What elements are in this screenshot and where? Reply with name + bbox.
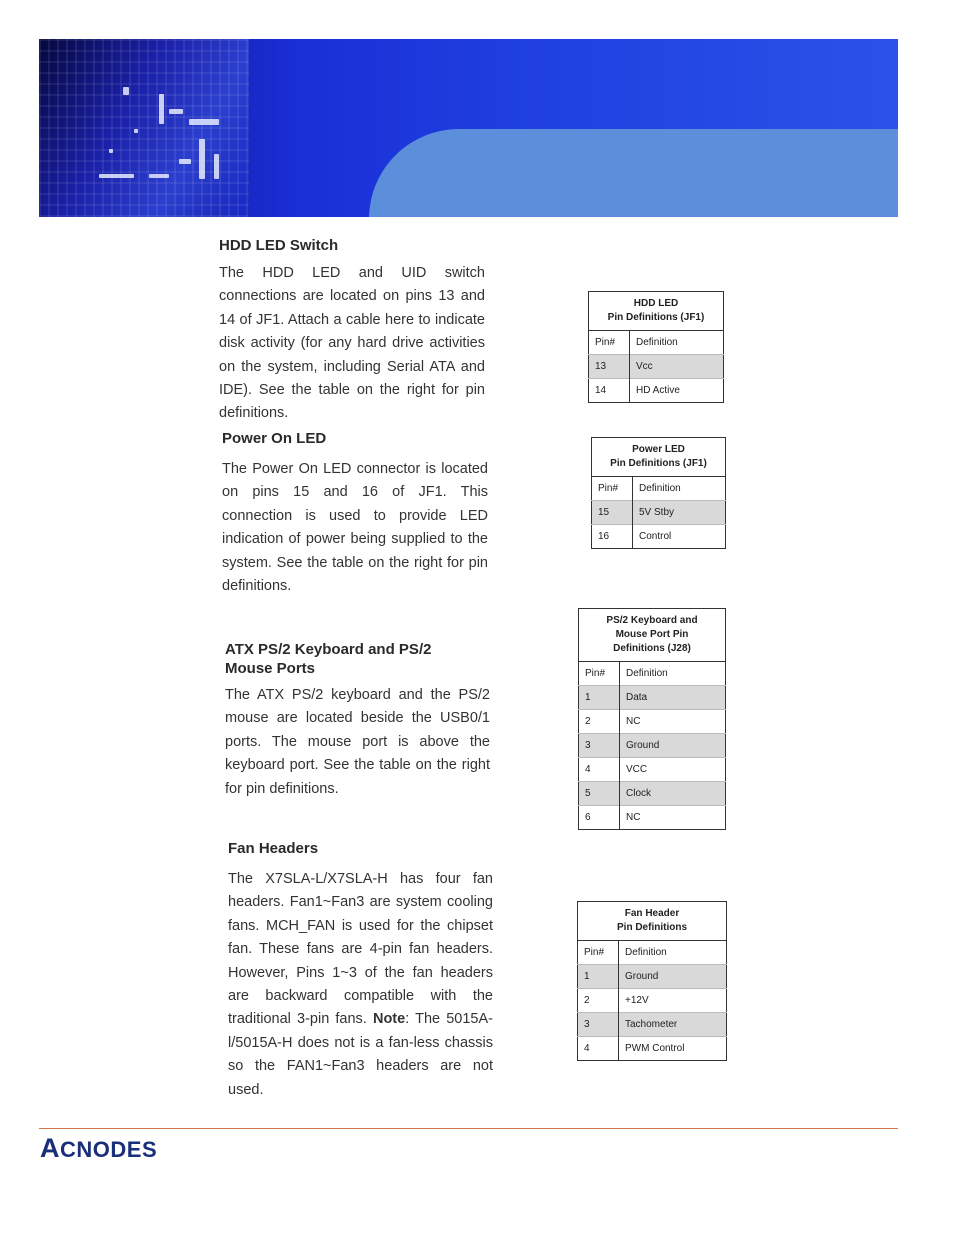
col-pin: Pin# [592,477,633,501]
ps2-table-title: PS/2 Keyboard and Mouse Port Pin Definitions (J28) [579,609,726,662]
ps2-table [578,608,726,830]
ps2-title: ATX PS/2 Keyboard and PS/2 Mouse Ports [225,641,432,677]
header-banner [39,39,898,217]
table-row: 1 Data [579,686,726,710]
col-pin: Pin# [589,331,630,355]
col-definition: Definition [619,941,727,965]
table-row: 2 +12V [578,989,727,1013]
hdd-led-table [588,291,724,403]
fan-headers-text: The X7SLA-L/X7SLA-H has four fan headers. Fan1~Fan3 are system cooling fans. MCH_FAN is used for the chipset fan. These fans are 4-pin fan headers. However, Pins 1~3 of the fan headers are backward compatible with the traditional 3-pin fans. Note: The 5015A-l/5015A-H does not is a fan-less chassis so the FAN1~Fan3 headers are not used. [228,871,493,1098]
table-row: 5 Clock [579,782,726,806]
table-row: 2 NC [579,710,726,734]
col-definition: Definition [633,477,726,501]
circuit-board-image [39,39,249,217]
power-led-text: The Power On LED connector is located on pins 15 and 16 of JF1. This connection is used to provide LED indication of power being supplied to the system. See the table on the right for pin definitions. [222,461,488,595]
table-row: 16 Control [592,525,726,549]
table-row: 3 Tachometer [578,1013,727,1037]
table-row: 4 VCC [579,758,726,782]
ps2-text: The ATX PS/2 keyboard and the PS/2 mouse are located beside the USB0/1 ports. The mouse port is above the keyboard port. See the table on the right for pin definitions. [225,687,490,797]
table-row: 6 NC [579,806,726,830]
table-row: 1 Ground [578,965,727,989]
note-label: Note [372,1011,406,1028]
footer-divider [39,1128,898,1129]
banner-swoosh [369,129,898,217]
table-row: 14 HD Active [589,379,724,403]
hdd-led-text: The HDD LED and UID switch connections are located on pins 13 and 14 of JF1. Attach a cable here to indicate disk activity (for any hard drive activities on the system, including Serial ATA and IDE). See the table on the right for pin definitions. [219,265,485,422]
fan-table-title: Fan Header Pin Definitions [578,902,727,941]
hdd-led-table-title: HDD LED Pin Definitions (JF1) [589,292,724,331]
table-row: 15 5V Stby [592,501,726,525]
col-definition: Definition [620,662,726,686]
power-led-title: Power On LED [222,430,327,447]
fan-headers-title: Fan Headers [228,840,319,857]
hdd-led-title: HDD LED Switch [219,237,339,254]
col-pin: Pin# [578,941,619,965]
power-led-table [591,437,726,549]
col-definition: Definition [630,331,724,355]
fan-table [577,901,727,1061]
col-pin: Pin# [579,662,620,686]
table-row: 13 Vcc [589,355,724,379]
acnodes-logo: ACNODES [40,1133,158,1163]
table-row: 4 PWM Control [578,1037,727,1061]
power-led-table-title: Power LED Pin Definitions (JF1) [592,438,726,477]
table-row: 3 Ground [579,734,726,758]
